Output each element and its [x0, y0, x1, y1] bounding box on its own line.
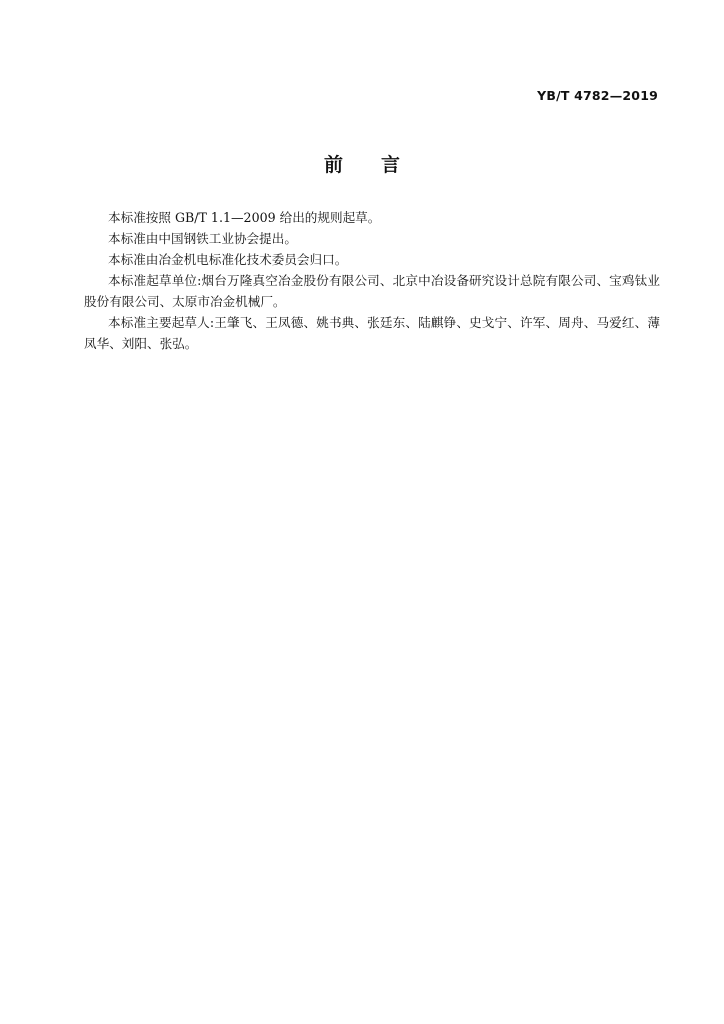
paragraph-proposer: 本标准由中国钢铁工业协会提出。	[108, 231, 297, 246]
paragraph-drafters: 本标准主要起草人:王肇飞、王凤德、姚书典、张廷东、陆麒铮、史戈宁、许军、周舟、马爱红、薄凤华、刘阳、张弘。	[84, 315, 660, 351]
paragraph-committee: 本标准由冶金机电标准化技术委员会归口。	[108, 252, 348, 267]
page-title: 前言	[323, 154, 438, 176]
foreword-body	[84, 207, 660, 354]
paragraph-drafting-units: 本标准起草单位:烟台万隆真空冶金股份有限公司、北京中冶设备研究设计总院有限公司、宝鸡钛业股份有限公司、太原市冶金机械厂。	[84, 273, 660, 309]
standard-number: YB/T 4782—2019	[537, 88, 658, 103]
paragraph-drafting-rules: 本标准按照 GB/T 1.1—2009 给出的规则起草。	[108, 210, 381, 225]
